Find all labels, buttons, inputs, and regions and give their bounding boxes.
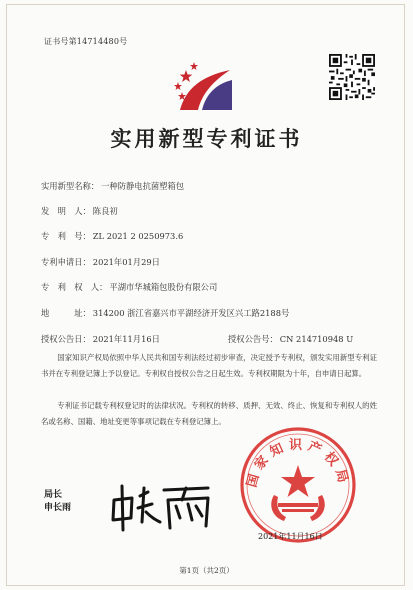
- field-value: 平湖市华城箱包股份有限公司: [109, 282, 218, 292]
- statement-paragraph-2: 专利证书记载专利权登记时的法律状况。专利权的转移、质押、无效、终止、恢复和专利权人的姓名或名称、国籍、地址变更等事项记载在专利登记簿上。: [41, 401, 377, 426]
- field-address: [41, 307, 289, 319]
- field-grant-announcement-date: [41, 333, 160, 345]
- field-value: 2021年11月16日: [92, 334, 160, 344]
- field-patent-number: [41, 230, 183, 242]
- field-label: 授权公告号：: [228, 334, 278, 344]
- field-grant-announcement-number: [228, 333, 353, 345]
- field-application-date: [41, 256, 160, 268]
- field-utility-model-name: [41, 180, 184, 192]
- field-value: CN 214710948 U: [279, 334, 354, 344]
- field-value: 陈良初: [92, 206, 118, 216]
- field-inventor: [41, 205, 118, 217]
- cnipa-logo-icon: [172, 60, 236, 112]
- field-label: 地 址：: [41, 308, 91, 318]
- director-name: 申长雨: [44, 503, 72, 513]
- field-value: ZL 2021 2 0250973.6: [92, 231, 184, 241]
- field-patentee: [41, 281, 217, 293]
- statement-paragraph-1: 国家知识产权局依照中华人民共和国专利法经过初步审查，决定授予专利权，颁发实用新型专利证书并在专利登记簿上予以登记。专利权自授权公告之日起生效。专利权期限为十年，自申请日起算。: [41, 353, 377, 378]
- certificate-title: 实用新型专利证书: [110, 126, 303, 151]
- field-value: 314200 浙江省嘉兴市平湖经济开发区兴工路2188号: [92, 308, 290, 318]
- director-title: 局长: [44, 490, 63, 500]
- qr-code-icon: [329, 54, 375, 100]
- director-signature-icon: [104, 478, 222, 534]
- page-number: 第1页（共2页）: [179, 566, 234, 575]
- official-seal-icon: [238, 425, 358, 545]
- field-label: 专 利 号：: [41, 231, 91, 241]
- field-label: 专 利 权 人：: [41, 282, 108, 292]
- field-label: 实用新型名称：: [41, 181, 100, 191]
- field-value: 一种防静电抗菌塑箱包: [101, 181, 185, 191]
- field-value: 2021年01月29日: [92, 257, 160, 267]
- issue-date: 2021年11月16日: [258, 532, 323, 541]
- field-label: 授权公告日：: [41, 334, 91, 344]
- field-label: 发 明 人：: [41, 206, 91, 216]
- seal-text: 国家知识产权局: [244, 438, 352, 490]
- field-label: 专利申请日：: [41, 257, 91, 267]
- certificate-number: 证书号第14714480号: [44, 37, 128, 46]
